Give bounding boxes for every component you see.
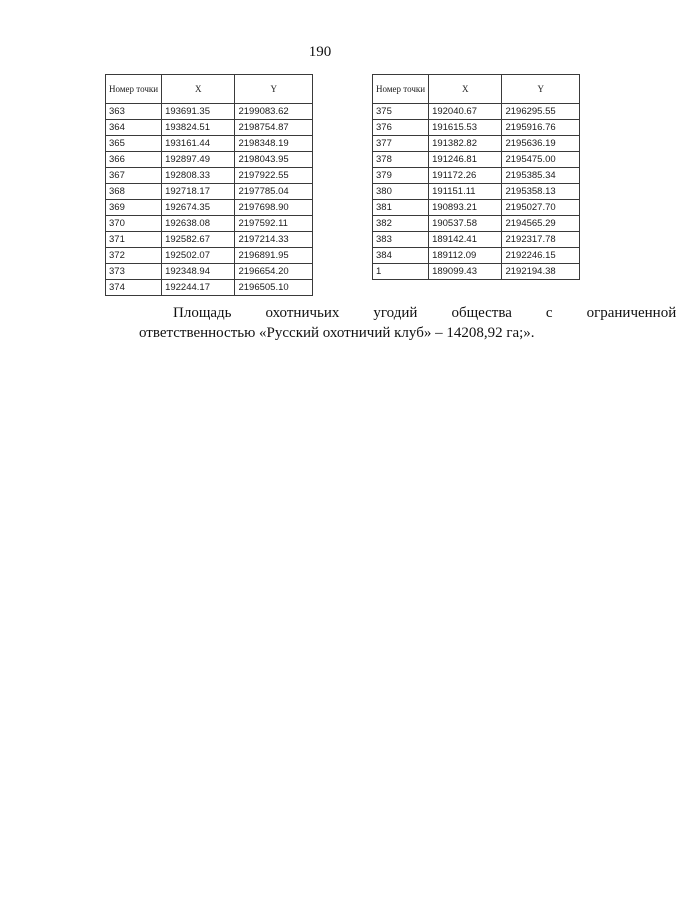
cell-y: 2197698.90	[235, 200, 313, 216]
table-row	[106, 264, 313, 280]
table-row	[373, 104, 580, 120]
header-x: X	[429, 75, 502, 104]
header-x: X	[162, 75, 235, 104]
cell-y: 2197785.04	[235, 184, 313, 200]
paragraph-word: Площадь	[173, 305, 232, 321]
cell-point-number: 378	[373, 152, 429, 168]
cell-point-number: 379	[373, 168, 429, 184]
cell-y: 2195358.13	[502, 184, 580, 200]
table-header-row	[373, 75, 580, 104]
cell-x: 193161.44	[162, 136, 235, 152]
cell-point-number: 365	[106, 136, 162, 152]
header-y: Y	[502, 75, 580, 104]
cell-point-number: 370	[106, 216, 162, 232]
cell-point-number: 375	[373, 104, 429, 120]
table-row	[106, 280, 313, 296]
table-row	[373, 120, 580, 136]
cell-x: 192502.07	[162, 248, 235, 264]
cell-x: 191151.11	[429, 184, 502, 200]
table-row	[373, 248, 580, 264]
table-row	[373, 152, 580, 168]
cell-y: 2194565.29	[502, 216, 580, 232]
cell-x: 191382.82	[429, 136, 502, 152]
table-row	[106, 104, 313, 120]
cell-y: 2197592.11	[235, 216, 313, 232]
cell-x: 192582.67	[162, 232, 235, 248]
cell-x: 192638.08	[162, 216, 235, 232]
cell-y: 2199083.62	[235, 104, 313, 120]
table-row	[106, 216, 313, 232]
cell-point-number: 371	[106, 232, 162, 248]
table-row	[373, 216, 580, 232]
cell-x: 192808.33	[162, 168, 235, 184]
cell-y: 2197922.55	[235, 168, 313, 184]
table-body-left	[106, 104, 313, 296]
cell-point-number: 364	[106, 120, 162, 136]
cell-point-number: 381	[373, 200, 429, 216]
cell-point-number: 373	[106, 264, 162, 280]
cell-y: 2196891.95	[235, 248, 313, 264]
paragraph-line-1	[139, 303, 676, 323]
paragraph-word: ограниченной	[586, 305, 676, 321]
table-row	[373, 184, 580, 200]
table-row	[373, 136, 580, 152]
cell-point-number: 372	[106, 248, 162, 264]
cell-point-number: 382	[373, 216, 429, 232]
cell-x: 191615.53	[429, 120, 502, 136]
cell-x: 192244.17	[162, 280, 235, 296]
paragraph-word: с	[545, 305, 553, 321]
table-row	[106, 152, 313, 168]
cell-y: 2196295.55	[502, 104, 580, 120]
table-body-right	[373, 104, 580, 280]
cell-y: 2192317.78	[502, 232, 580, 248]
coordinates-table-left	[105, 74, 313, 296]
cell-x: 189099.43	[429, 264, 502, 280]
area-paragraph	[105, 303, 676, 343]
cell-point-number: 1	[373, 264, 429, 280]
cell-x: 189142.41	[429, 232, 502, 248]
cell-x: 191172.26	[429, 168, 502, 184]
header-y: Y	[235, 75, 313, 104]
cell-x: 190537.58	[429, 216, 502, 232]
table-row	[106, 200, 313, 216]
cell-x: 190893.21	[429, 200, 502, 216]
cell-y: 2195027.70	[502, 200, 580, 216]
cell-y: 2196505.10	[235, 280, 313, 296]
cell-x: 192718.17	[162, 184, 235, 200]
cell-y: 2192194.38	[502, 264, 580, 280]
table-row	[106, 136, 313, 152]
cell-point-number: 380	[373, 184, 429, 200]
table-row	[373, 232, 580, 248]
paragraph-word: общества	[451, 305, 512, 321]
cell-y: 2195475.00	[502, 152, 580, 168]
cell-point-number: 376	[373, 120, 429, 136]
cell-x: 193824.51	[162, 120, 235, 136]
coordinates-table-right	[372, 74, 580, 280]
header-point-number: Номер точки	[373, 75, 429, 104]
cell-y: 2196654.20	[235, 264, 313, 280]
paragraph-line-2: ответственностью «Русский охотничий клуб» – 14208,92 га;».	[139, 325, 535, 341]
table-row	[106, 120, 313, 136]
table-row	[106, 184, 313, 200]
table-row	[373, 264, 580, 280]
cell-point-number: 383	[373, 232, 429, 248]
cell-x: 192348.94	[162, 264, 235, 280]
cell-y: 2192246.15	[502, 248, 580, 264]
cell-point-number: 366	[106, 152, 162, 168]
table-row	[106, 248, 313, 264]
cell-point-number: 369	[106, 200, 162, 216]
table-row	[373, 168, 580, 184]
cell-point-number: 377	[373, 136, 429, 152]
page-number: 190	[308, 44, 332, 60]
cell-point-number: 367	[106, 168, 162, 184]
cell-x: 192040.67	[429, 104, 502, 120]
cell-point-number: 368	[106, 184, 162, 200]
table-row	[106, 232, 313, 248]
cell-y: 2198754.87	[235, 120, 313, 136]
cell-y: 2198043.95	[235, 152, 313, 168]
paragraph-word: угодий	[373, 305, 418, 321]
cell-y: 2198348.19	[235, 136, 313, 152]
cell-y: 2195636.19	[502, 136, 580, 152]
cell-x: 193691.35	[162, 104, 235, 120]
cell-x: 191246.81	[429, 152, 502, 168]
cell-y: 2195916.76	[502, 120, 580, 136]
cell-x: 189112.09	[429, 248, 502, 264]
cell-x: 192897.49	[162, 152, 235, 168]
table-row	[373, 200, 580, 216]
cell-point-number: 384	[373, 248, 429, 264]
cell-point-number: 363	[106, 104, 162, 120]
cell-x: 192674.35	[162, 200, 235, 216]
table-header-row	[106, 75, 313, 104]
cell-y: 2195385.34	[502, 168, 580, 184]
header-point-number: Номер точки	[106, 75, 162, 104]
cell-point-number: 374	[106, 280, 162, 296]
table-row	[106, 168, 313, 184]
paragraph-word: охотничьих	[265, 305, 340, 321]
cell-y: 2197214.33	[235, 232, 313, 248]
